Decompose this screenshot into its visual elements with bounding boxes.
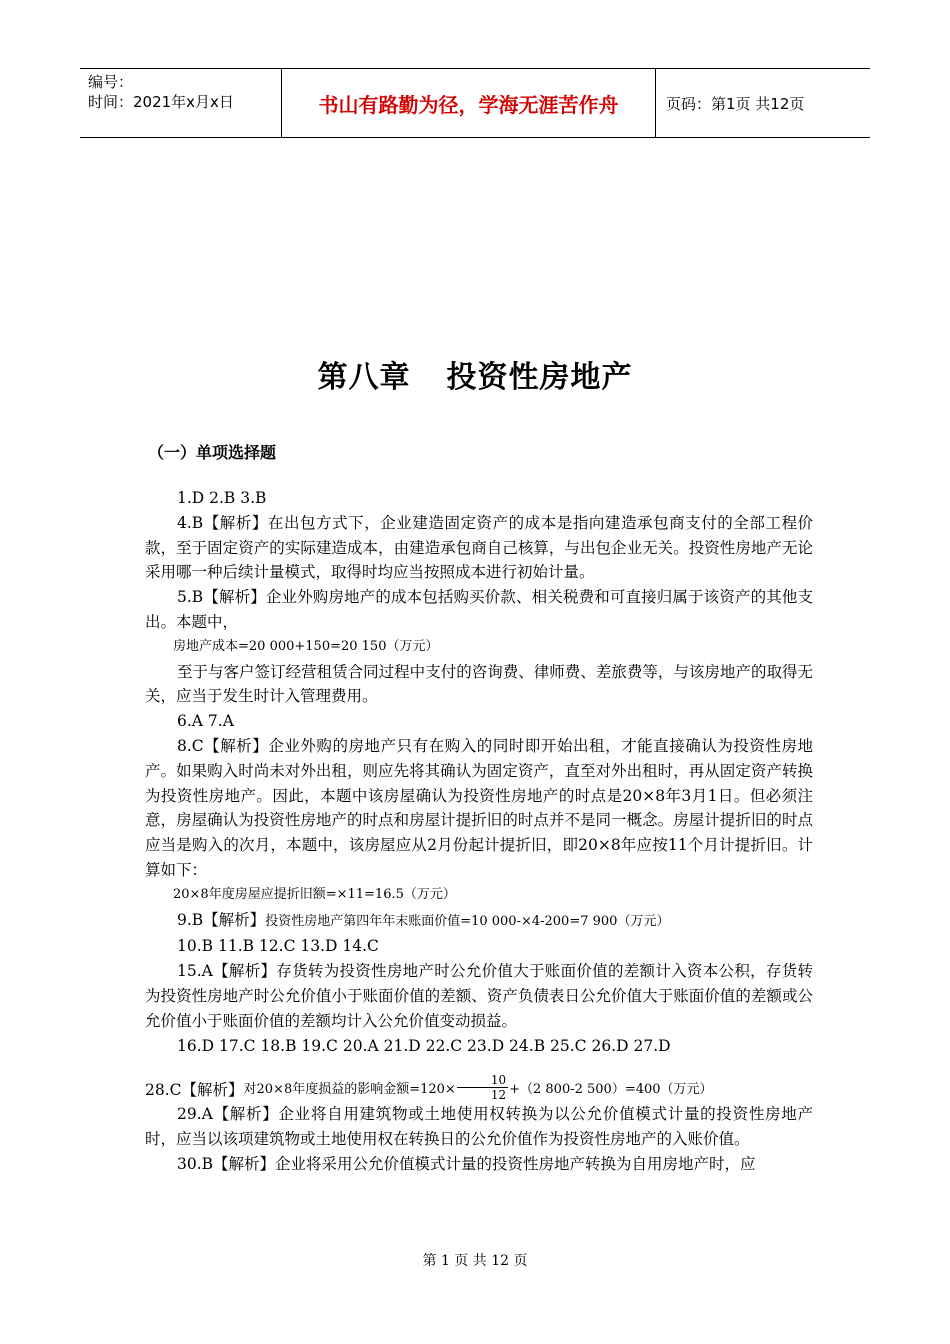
answer-line: 16.D 17.C 18.B 19.C 20.A 21.D 22.C 23.D 24.B 25.C 26.D 27.D bbox=[177, 1036, 671, 1055]
answer-line: 1.D 2.B 3.B bbox=[177, 489, 267, 507]
formula-text: +（2 800-2 500）=400（万元） bbox=[509, 1081, 713, 1097]
answer-line: 15.A【解析】存货转为投资性房地产时公允价值大于账面价值的差额计入资本公积，存货转为投资性房地产时公允价值小于账面价值的差额、资产负债表日公允价值大于账面价值的差额或公允价值小于账面价值的差额均计入公允价值变动损益。 bbox=[145, 962, 813, 1030]
fraction bbox=[457, 1073, 508, 1102]
fraction-denominator: 12 bbox=[490, 1088, 507, 1103]
formula-line: 房地产成本=20 000+150=20 150（万元） bbox=[173, 638, 439, 654]
answer-line bbox=[145, 908, 813, 935]
answer-line: 29.A【解析】企业将自用建筑物或土地使用权转换为以公允价值模式计量的投资性房地产时，应当以该项建筑物或土地使用权在转换日的公允价值作为投资性房地产的入账价值。 bbox=[145, 1105, 813, 1149]
chapter-name: 投资性房地产 bbox=[446, 360, 633, 395]
page-footer: 第 1 页 共 12 页 bbox=[422, 1253, 528, 1269]
chapter-title bbox=[0, 352, 950, 396]
answer-line: 4.B【解析】在出包方式下，企业建造固定资产的成本是指向建造承包商支付的全部工程价款，至于固定资产的实际建造成本，由建造承包商自己核算，与出包企业无关。投资性房地产无论采用哪一种后续计量模式，取得时均应当按照成本进行初始计量。 bbox=[145, 513, 813, 582]
answer-line: 8.C【解析】企业外购的房地产只有在购入的同时即开始出租，才能直接确认为投资性房地产。如果购入时尚未对外出租，则应先将其确认为固定资产，直至对外出租时，再从固定资产转换为投资性房地产。因此，本题中该房屋确认为投资性房地产的时点是20×8年3月1日。但必须注意，房屋确认为投资性房地产的时点和房屋计提折旧的时点并不是同一概念。房屋计提折旧的时点应当是购入的次月，本题中，该房屋应从2月份起计提折旧，即20×8年应按11个月计提折旧。计算如下： bbox=[145, 736, 813, 879]
header-meta bbox=[80, 69, 280, 137]
answer-line: 6.A 7.A bbox=[177, 712, 234, 731]
number-label: 编号： bbox=[88, 73, 134, 91]
chapter-number: 第八章 bbox=[317, 360, 411, 395]
fraction-numerator: 10 bbox=[457, 1073, 508, 1088]
answer-line: 至于与客户签订经营租赁合同过程中支付的咨询费、律师费、差旅费等，与该房地产的取得无关，应当于发生时计入管理费用。 bbox=[145, 662, 813, 706]
answer-line: 30.B【解析】企业将采用公允价值模式计量的投资性房地产转换为自用房地产时，应 bbox=[177, 1154, 756, 1173]
answer-line: 10.B 11.B 12.C 13.D 14.C bbox=[177, 937, 379, 956]
header-motto: 书山有路勤为径，学海无涯苦作舟 bbox=[318, 92, 619, 117]
answer-body bbox=[145, 486, 813, 1177]
document-header bbox=[80, 68, 870, 138]
formula-text: 对20×8年度损益的影响金额=120× bbox=[243, 1081, 456, 1097]
time-label: 时间：2021年x月x日 bbox=[88, 93, 234, 111]
answer-line: 5.B【解析】企业外购房地产的成本包括购买价款、相关税费和可直接归属于该资产的其他支出。本题中， bbox=[145, 588, 813, 631]
answer-label: 9.B【解析】 bbox=[177, 910, 266, 929]
answer-line bbox=[145, 1058, 813, 1102]
header-motto-cell bbox=[281, 69, 656, 137]
section-heading: （一）单项选择题 bbox=[148, 443, 277, 462]
formula-text: 投资性房地产第四年年末账面价值=10 000-×4-200=7 900（万元） bbox=[265, 913, 670, 929]
answer-label: 28.C【解析】 bbox=[145, 1080, 244, 1099]
formula-line: 20×8年度房屋应提折旧额=×11=16.5（万元） bbox=[173, 886, 456, 902]
header-page-info: 页码：第1页 共12页 bbox=[666, 94, 805, 113]
